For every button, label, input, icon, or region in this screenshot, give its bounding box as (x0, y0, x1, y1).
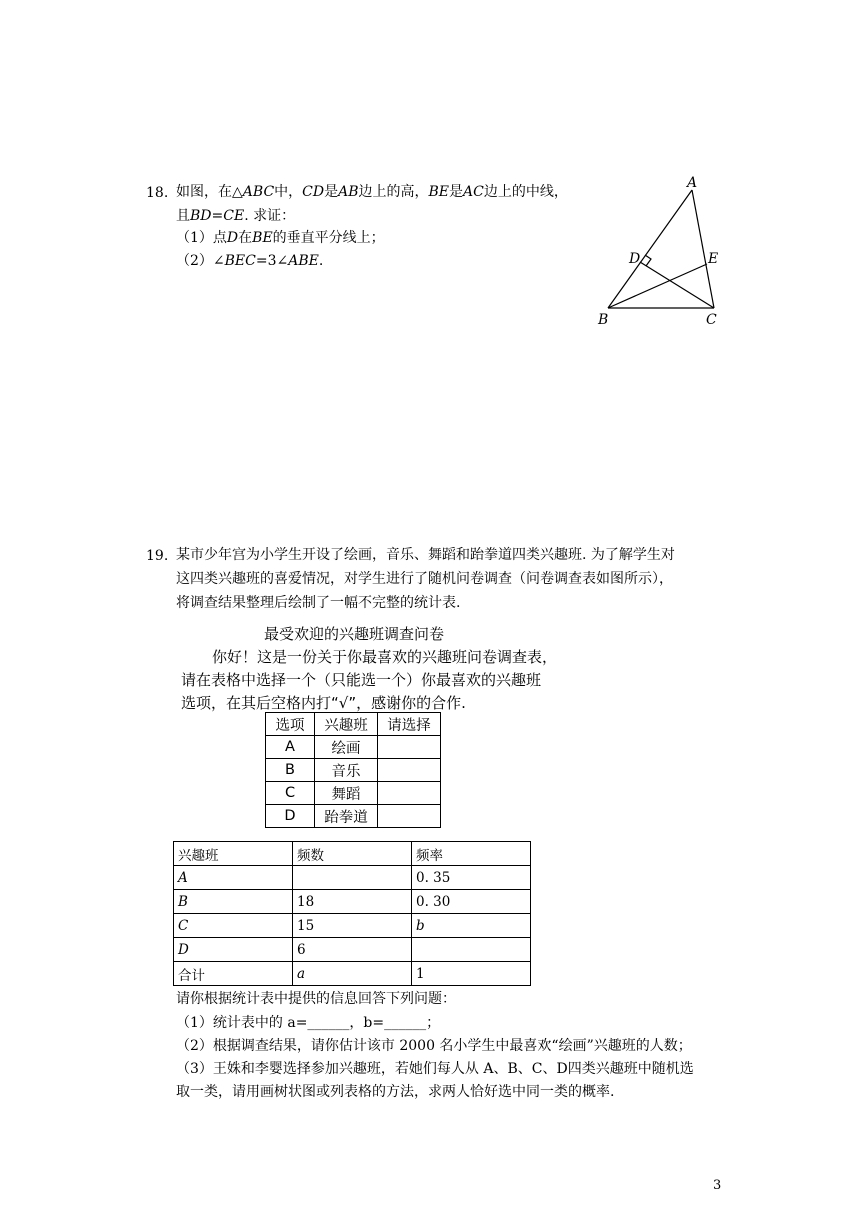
label-d: D (629, 251, 641, 267)
survey-cell (378, 805, 441, 828)
label-a: A (687, 175, 698, 191)
survey-row (266, 782, 441, 805)
q19-part-3-line-2: 取一类，请用画树状图或列表格的方法，求两人恰好选中同一类的概率. (176, 1084, 615, 1100)
survey-cell: A (266, 736, 315, 759)
stat-cell: 0. 30 (412, 890, 531, 914)
stat-cell: C (174, 914, 293, 938)
label-b: B (598, 312, 609, 328)
stat-cell: a (293, 962, 412, 986)
stat-cell: D (174, 938, 293, 962)
stat-cell: 0. 35 (412, 866, 531, 890)
q18-line-1: 如图，在△ABC中，CD是AB边上的高，BE是AC边上的中线， (176, 184, 568, 200)
survey-cell: 音乐 (315, 759, 378, 782)
segment-ac (692, 190, 714, 308)
survey-title: 最受欢迎的兴趣班调查问卷 (264, 625, 445, 643)
survey-row (266, 759, 441, 782)
q19-part-1: （1）统计表中的 a=______，b=______； (176, 1015, 441, 1031)
stat-cell: b (412, 914, 531, 938)
stat-cell: A (174, 866, 293, 890)
question-18-number: 18. (146, 185, 169, 201)
stat-row (174, 938, 531, 962)
q19-line-1: 某市少年宫为小学生开设了绘画，音乐、舞蹈和跆拳道四类兴趣班. 为了解学生对 (176, 547, 675, 563)
q18-line-2: 且BD=CE. 求证： (176, 208, 296, 224)
q19-part-2: （2）根据调查结果，请你估计该市 2000 名小学生中最喜欢“绘画”兴趣班的人数； (176, 1038, 692, 1054)
label-e: E (708, 251, 719, 267)
survey-row (266, 736, 441, 759)
survey-cell: 跆拳道 (315, 805, 378, 828)
stat-cell: 1 (412, 962, 531, 986)
q18-part-2: （2）∠BEC=3∠ABE. (176, 253, 324, 269)
triangle-figure (590, 172, 750, 332)
survey-cell: B (266, 759, 315, 782)
right-angle-mark (645, 255, 651, 266)
segment-ab (608, 190, 692, 308)
statistics-table (173, 841, 531, 986)
stat-cell: 合计 (174, 962, 293, 986)
survey-table (265, 712, 441, 828)
segment-be (608, 264, 707, 308)
survey-cell: 舞蹈 (315, 782, 378, 805)
page-number: 3 (713, 1178, 722, 1193)
q19-prompt: 请你根据统计表中提供的信息回答下列问题： (176, 991, 456, 1007)
survey-cell: D (266, 805, 315, 828)
survey-row (266, 805, 441, 828)
stat-cell: 6 (293, 938, 412, 962)
survey-cell (378, 736, 441, 759)
stat-row (174, 962, 531, 986)
q19-part-3-line-1: （3）王姝和李婴选择参加兴趣班，若她们每人从 A、B、C、D四类兴趣班中随机选 (176, 1061, 694, 1077)
survey-line-2: 请在表格中选择一个（只能选一个）你最喜欢的兴趣班 (181, 671, 542, 689)
q19-line-2: 这四类兴趣班的喜爱情况，对学生进行了随机问卷调查（问卷调查表如图所示）， (176, 571, 673, 587)
survey-cell: 绘画 (315, 736, 378, 759)
stat-cell (293, 866, 412, 890)
stat-cell: B (174, 890, 293, 914)
stat-row (174, 890, 531, 914)
survey-header-cell: 选项 (266, 713, 315, 736)
survey-cell: C (266, 782, 315, 805)
survey-header-cell: 请选择 (378, 713, 441, 736)
stat-header-cell: 兴趣班 (174, 842, 293, 866)
survey-header-row (266, 713, 441, 736)
stat-row (174, 914, 531, 938)
survey-cell (378, 782, 441, 805)
q19-line-3: 将调查结果整理后绘制了一幅不完整的统计表. (176, 595, 461, 611)
stat-cell (412, 938, 531, 962)
stat-header-row (174, 842, 531, 866)
stat-row (174, 866, 531, 890)
stat-header-cell: 频数 (293, 842, 412, 866)
survey-line-3: 选项，在其后空格内打“√”，感谢你的合作. (181, 694, 466, 712)
stat-cell: 15 (293, 914, 412, 938)
survey-cell (378, 759, 441, 782)
stat-cell: 18 (293, 890, 412, 914)
segment-cd (640, 262, 714, 308)
stat-header-cell: 频率 (412, 842, 531, 866)
survey-header-cell: 兴趣班 (315, 713, 378, 736)
question-19-number: 19. (146, 548, 169, 564)
label-c: C (706, 312, 717, 328)
survey-line-1: 你好！这是一份关于你最喜欢的兴趣班问卷调查表， (212, 648, 558, 666)
q18-part-1: （1）点D在BE的垂直平分线上； (176, 230, 385, 246)
